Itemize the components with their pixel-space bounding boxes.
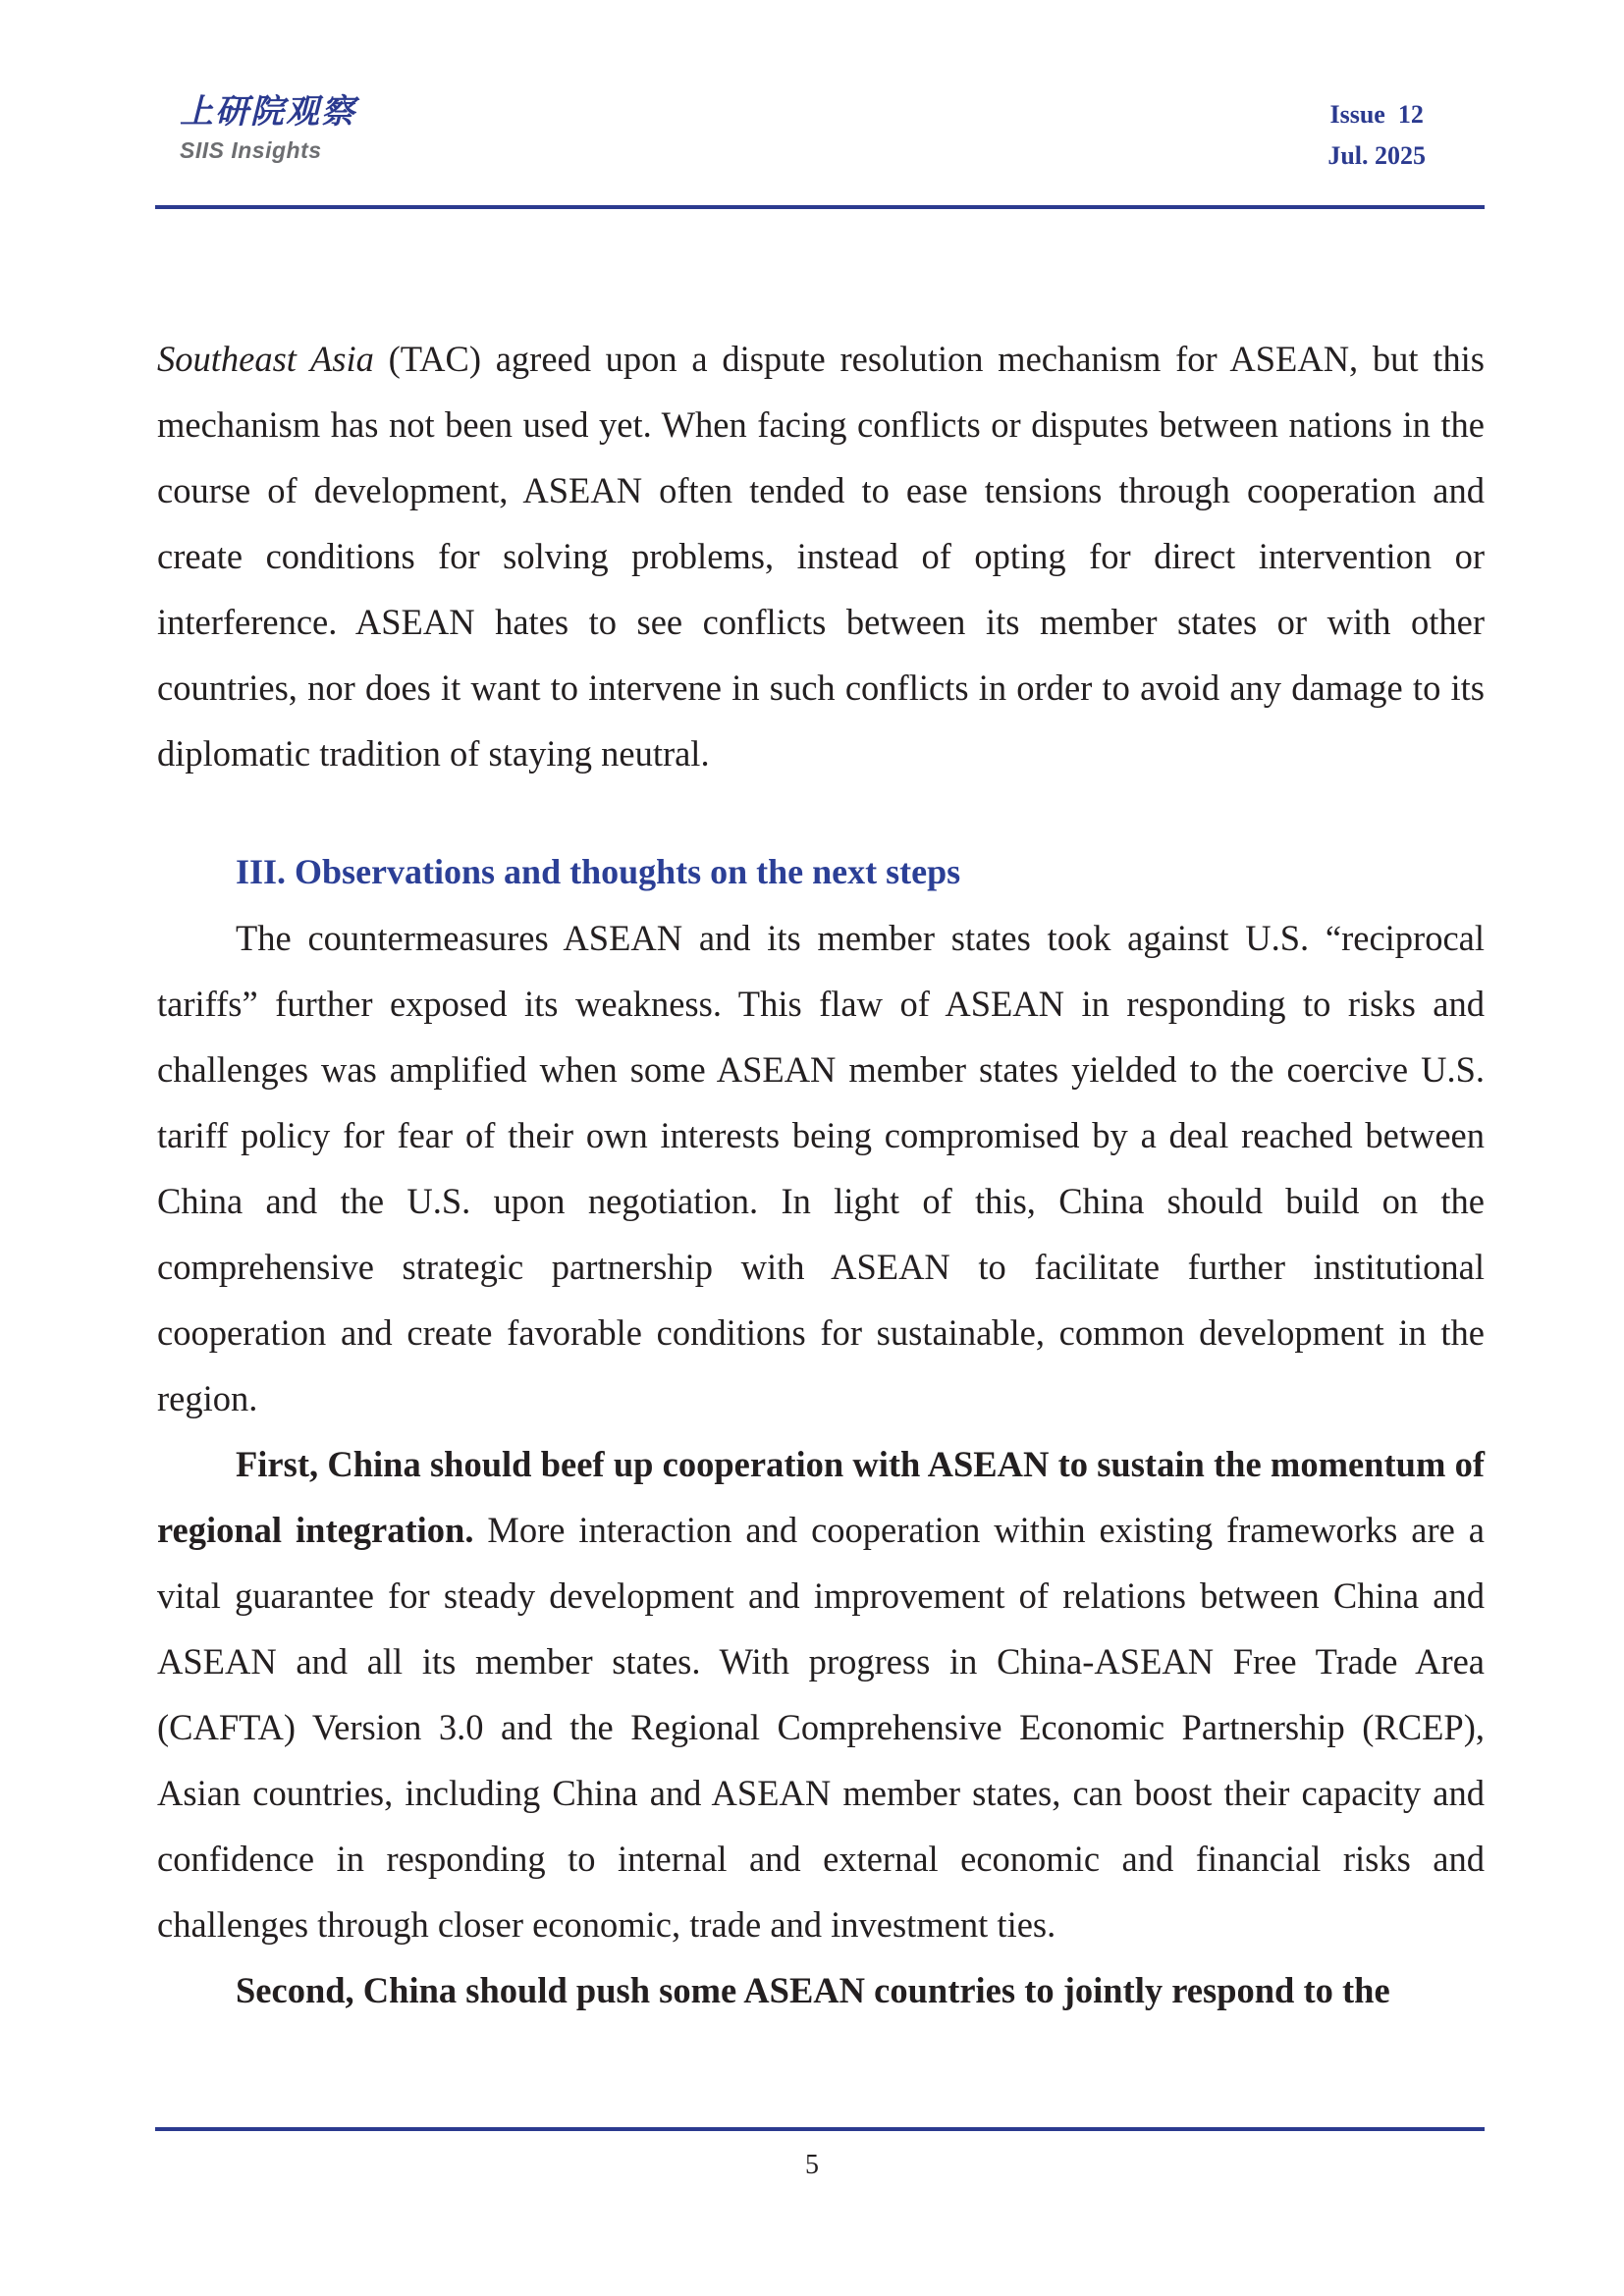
page-header bbox=[155, 0, 1485, 211]
bold-lead-first: First, China should beef up cooperation with ASEAN to sustain the momentum of regional integration. bbox=[157, 1444, 1485, 1550]
article-body bbox=[157, 326, 1485, 2023]
footer-divider bbox=[155, 2127, 1485, 2131]
paragraph-second-recommendation bbox=[157, 1957, 1485, 2023]
bold-lead-second: Second, China should push some ASEAN countries to jointly respond to the bbox=[236, 1970, 1390, 2010]
page-number: 5 bbox=[805, 2150, 819, 2180]
issue-info bbox=[1327, 94, 1426, 177]
header-divider bbox=[155, 205, 1485, 209]
issue-number: Issue 12 bbox=[1329, 100, 1424, 129]
paragraph-countermeasures: The countermeasures ASEAN and its member states took against U.S. “reciprocal tariffs” further exposed its weakness. This flaw of ASEAN in responding to risks and challenges was amplified when some ASEAN member states yielded to the coercive U.S. tariff policy for fear of their own interests being compromised by a deal reached between China and the U.S. upon negotiation. In light of this, China should build on the comprehensive strategic partnership with ASEAN to facilitate further institutional cooperation and create favorable conditions for sustainable, common development in the region. bbox=[157, 918, 1485, 1418]
paragraph-text: More interaction and cooperation within existing frameworks are a vital guarantee for steady development and improvement of relations between China and ASEAN and all its member states. With progress in China-ASEAN Free Trade Area (CAFTA) Version 3.0 and the Regional Comprehensive Economic Partnership (RCEP), Asian countries, including China and ASEAN member states, can boost their capacity and confidence in responding to internal and external economic and financial risks and challenges through closer economic, trade and investment ties. bbox=[157, 1510, 1485, 1945]
section-heading: III. Observations and thoughts on the next steps bbox=[236, 852, 961, 891]
paragraph-first-recommendation bbox=[157, 1431, 1485, 1957]
paragraph-text: (TAC) agreed upon a dispute resolution mechanism for ASEAN, but this mechanism has not been used yet. When facing conflicts or disputes between nations in the course of development, ASEAN often tended to ease tensions through cooperation and create conditions for solving problems, instead of opting for direct intervention or interference. ASEAN hates to see conflicts between its member states or with other countries, nor does it want to intervene in such conflicts in order to avoid any damage to its diplomatic tradition of staying neutral. bbox=[157, 339, 1485, 774]
issue-date: Jul. 2025 bbox=[1327, 141, 1426, 170]
logo-english-title: SIIS Insights bbox=[180, 137, 322, 163]
logo-chinese-title: 上研院观察 bbox=[180, 92, 356, 132]
italic-treaty-name: Southeast Asia bbox=[157, 339, 374, 379]
paragraph-tac bbox=[157, 326, 1485, 786]
